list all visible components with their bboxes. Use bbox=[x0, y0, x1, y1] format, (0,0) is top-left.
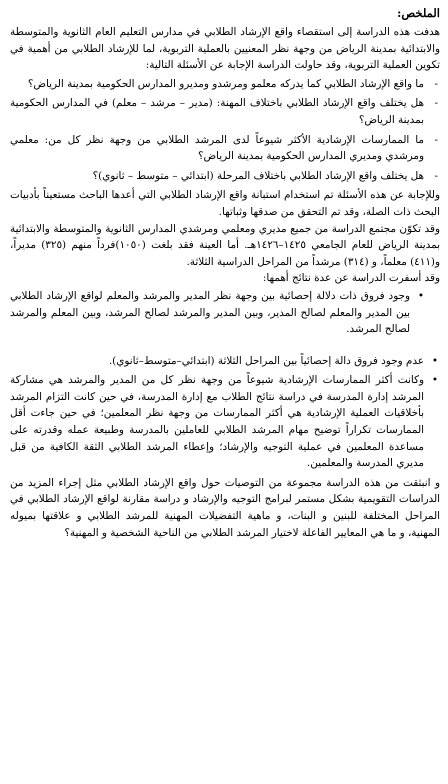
question-text: هل يختلف واقع الإرشاد الطلابي باختلاف المرحلة (ابتدائي – متوسط – ثانوي)؟ bbox=[92, 169, 424, 182]
recommendations-paragraph: و انبثقت من هذه الدراسة مجموعة من التوصيات حول واقع الإرشاد الطلابي مثل إجراء المزيد من الدراسات التقويمية بشكل مستمر لبرامج التوجيه والإرشاد و دراسة مقارنة لواقع الإرشاد الطلابي في المراحل المختلفة للبنين و البنات، و ماهية التفضيلات المهنية للمرشد الطلابي و علاقتها بميوله المهنية، و ما هي المعايير الفاعلة لاختيار المرشد الطلابي من الناحية الشخصية و المهنية؟ bbox=[10, 476, 440, 539]
bullet-mark: • bbox=[431, 374, 438, 387]
bullet-mark: • bbox=[417, 289, 424, 302]
intro-paragraph: هدفت هذه الدراسة إلى استقصاء واقع الإرشاد الطلابي في مدارس التعليم العام الثانوية والمتوسطة والابتدائية بمدينة الرياض من وجهة نظر المعنيين بالعملية التربوية، لما للإرشاد الطلابي من أهمية في تكوين العملية التربوية، وقد حاولت الدراسة الإجابة عن الأسئلة التالية: bbox=[10, 26, 440, 72]
method-paragraph: وللإجابة عن هذه الأسئلة تم استخدام استبانة واقع الإرشاد الطلابي التي أعدها الباحث مستعيناً بأدبيات البحث ذات الصلة، وقد تم التحقق من صدقها وثباتها. bbox=[10, 189, 440, 218]
bullet-mark: • bbox=[431, 354, 438, 367]
bullet-mark: - bbox=[434, 77, 438, 90]
question-item bbox=[10, 95, 440, 128]
bullet-mark: - bbox=[434, 133, 438, 146]
question-item bbox=[10, 76, 440, 93]
result-item bbox=[10, 288, 440, 338]
result-text: وكانت أكثر الممارسات الإرشادية شيوعاً من وجهة نظر كل من المدير والمرشد هي مشاركة المرشد إدارة المدرسة في دراسة نتائج الطلاب مع إدارة المدرسة، في حين كانت التزام المرشد بأخلاقيات العملية الإرشادية هي أكثر الممارسات من وجهة نظر المعلمين؛ في حين جاءت أقل الممارسات تكراراً توضيح مهام المرشد الطلابي للعاملين بالمدرسة وطبيعة عمله وقدرته على مساعدة المعلمين في عملية التوجيه والإرشاد؛ وإعطاء المرشد الطلابي الثقة الكافية من قبل مديري المدرسة والمعلمين. bbox=[10, 374, 424, 470]
question-text: ما واقع الإرشاد الطلابي كما يدركه معلمو ومرشدو ومديرو المدارس الحكومية بمدينة الرياض؟ bbox=[27, 77, 424, 90]
result-text: وجود فروق ذات دلالة إحصائية بين وجهة نظر المدير والمرشد والمعلم لواقع الإرشاد الطلابي بين المدير والمعلم لصالح المدير، وبين المدير والمرشد لصالح المرشد، وبين المعلم والمرشد لصالح المرشد. bbox=[10, 289, 410, 336]
question-text: ما الممارسات الإرشادية الأكثر شيوعاً لدى المرشد الطلابي من وجهة نظر كل من: معلمي ومرشدي ومديري المدارس الحكومية بمدينة الرياض؟ bbox=[10, 133, 424, 163]
result-item bbox=[10, 372, 440, 472]
result-item bbox=[10, 353, 440, 370]
abstract-heading: الملخص: bbox=[397, 6, 440, 20]
sample-paragraph: وقد تكوّن مجتمع الدراسة من جميع مديري ومعلمي ومرشدي المدارس الثانوية والمتوسطة والابتدائية بمدينة الرياض للعام الجامعي ١٤٢٥–١٤٢٦هـ. أما العينة فقد بلغت (١٠٥٠)فرداً منهم (٣٢٥) مديراً، و(٤١١) معلماً، و (٣١٤) مرشداً من المراحل الدراسية الثلاثة. bbox=[10, 222, 440, 268]
bullet-mark: - bbox=[434, 97, 438, 110]
question-item bbox=[10, 132, 440, 165]
results-intro: وقد أسفرت الدراسة عن عدة نتائج أهمها: bbox=[262, 272, 440, 285]
question-item bbox=[10, 168, 440, 185]
bullet-mark: - bbox=[434, 169, 438, 182]
result-text: عدم وجود فروق دالة إحصائياً بين المراحل الثلاثة (ابتدائي–متوسط–ثانوي). bbox=[108, 354, 424, 367]
question-text: هل يختلف واقع الإرشاد الطلابي باختلاف المهنة: (مدير – مرشد – معلم) في المدارس الحكومية بمدينة الرياض؟ bbox=[10, 97, 424, 126]
